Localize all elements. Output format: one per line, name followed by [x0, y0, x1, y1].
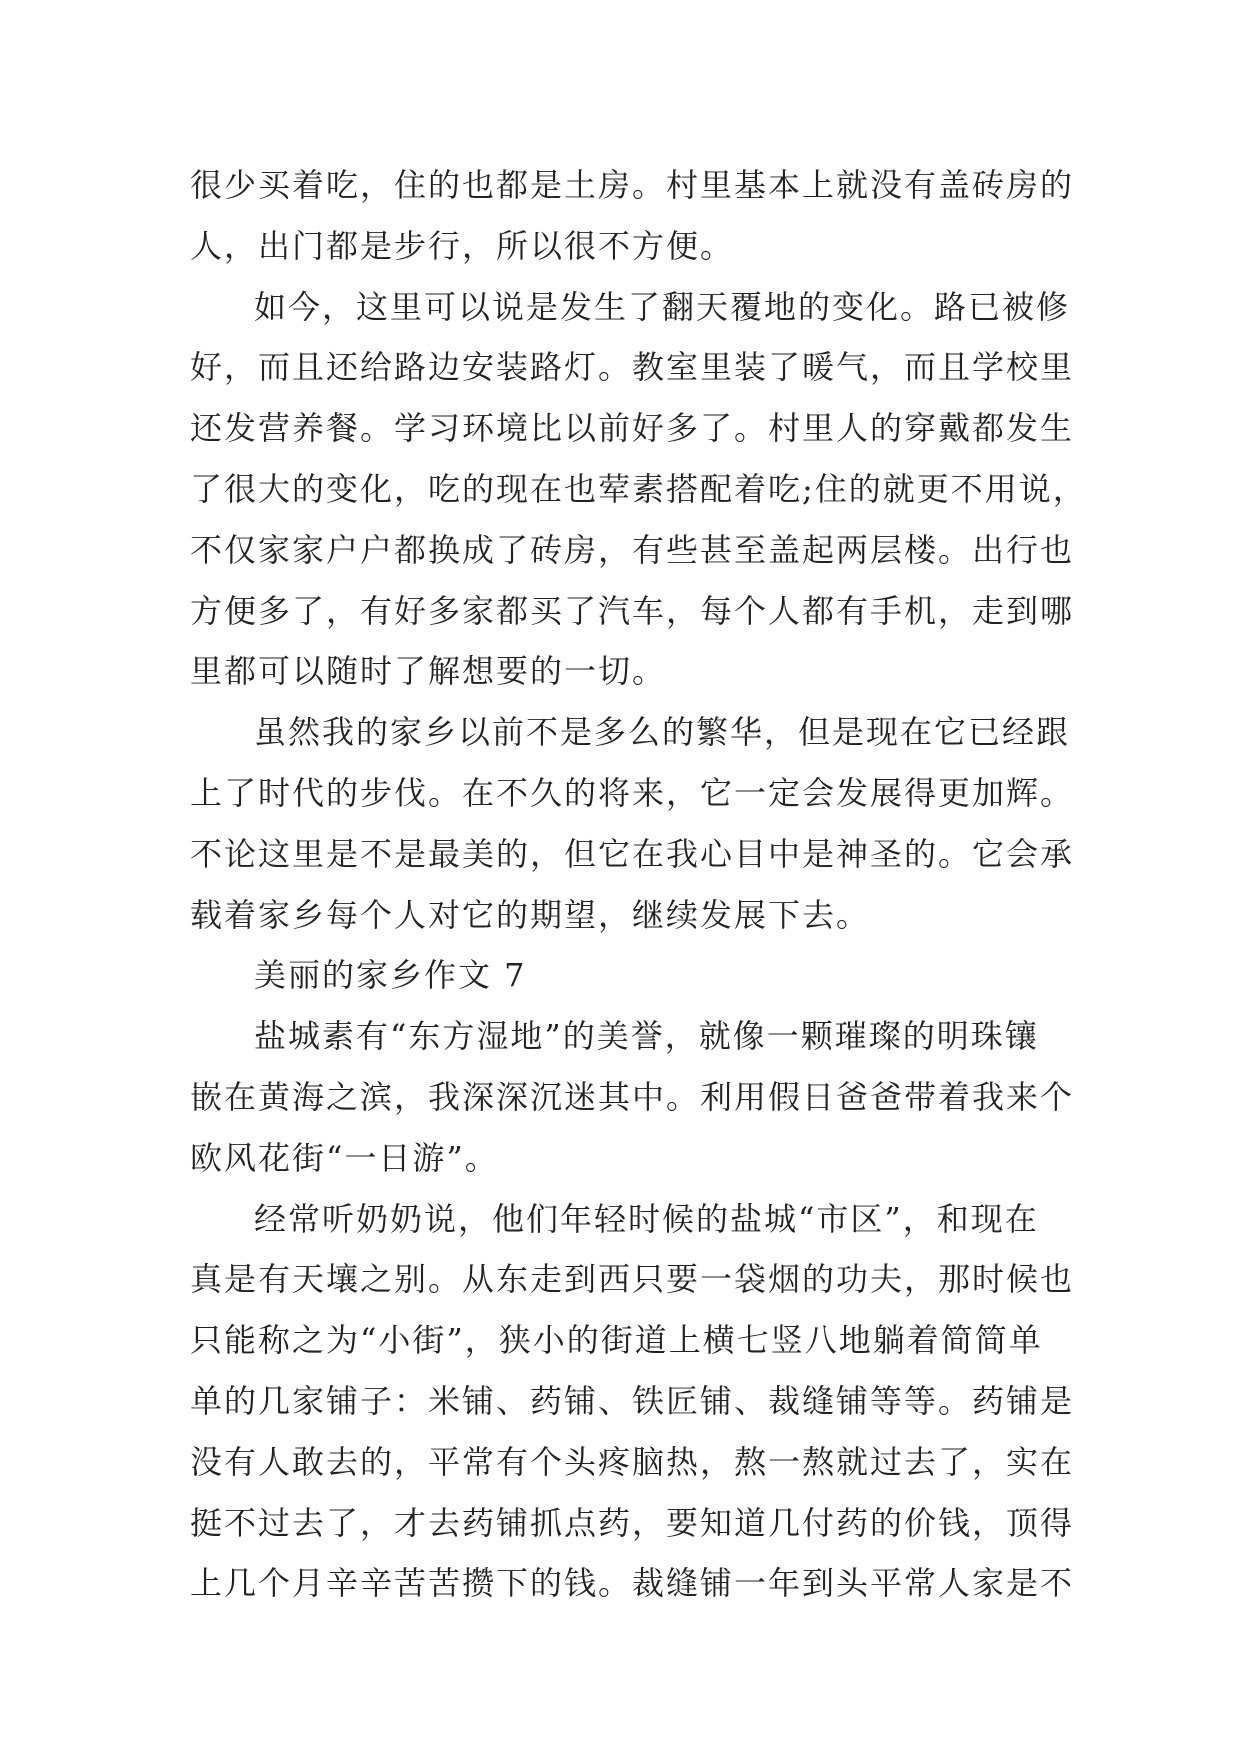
text-line: 没有人敢去的，平常有个头疼脑热，熬一熬就过去了，实在: [190, 1442, 1075, 1481]
text-line: 很少买着吃，住的也都是土房。村里基本上就没有盖砖房的: [190, 166, 1075, 204]
text-line: 了很大的变化，吃的现在也荤素搭配着吃;住的就更不用说，: [190, 469, 1087, 508]
text-line: 只能称之为“小街”，狭小的街道上横七竖八地躺着简简单: [190, 1321, 1043, 1360]
text-line: 方便多了，有好多家都买了汽车，每个人都有手机，走到哪: [190, 591, 1075, 630]
text-line: 好，而且还给路边安装路灯。教室里装了暖气，而且学校里: [190, 348, 1075, 387]
text-line: 嵌在黄海之滨，我深深沉迷其中。利用假日爸爸带着我来个: [190, 1077, 1075, 1116]
text-line: 上几个月辛辛苦苦攒下的钱。裁缝铺一年到头平常人家是不: [190, 1564, 1075, 1603]
text-line: 里都可以随时了解想要的一切。: [190, 652, 667, 691]
text-line: 载着家乡每个人对它的期望，继续发展下去。: [190, 895, 871, 934]
text-line: 真是有天壤之别。从东走到西只要一袋烟的功夫，那时候也: [190, 1260, 1075, 1299]
body-text: [190, 155, 1087, 1614]
paragraph-start-line: 盐城素有“东方湿地”的美誉，就像一颗璀璨的明珠镶: [254, 1017, 1039, 1056]
paragraph-start-line: 如今，这里可以说是发生了翻天覆地的变化。路已被修: [254, 287, 1071, 326]
text-line: 上了时代的步伐。在不久的将来，它一定会发展得更加辉。: [190, 773, 1075, 812]
text-line: 人，出门都是步行，所以很不方便。: [190, 226, 735, 265]
text-line: 挺不过去了，才去药铺抓点药，要知道几付药的价钱，顶得: [190, 1503, 1075, 1542]
text-line: 欧风花街“一日游”。: [190, 1138, 499, 1177]
paragraph-start-line: 虽然我的家乡以前不是多么的繁华，但是现在它已经跟: [254, 713, 1071, 752]
text-line: 不仅家家户户都换成了砖房，有些甚至盖起两层楼。出行也: [190, 530, 1075, 569]
paragraph-start-line: 经常听奶奶说，他们年轻时候的盐城“市区”，和现在: [254, 1199, 1039, 1238]
section-heading: 美丽的家乡作文 7: [254, 956, 527, 995]
text-line: 还发营养餐。学习环境比以前好多了。村里人的穿戴都发生: [190, 409, 1075, 448]
text-line: 不论这里是不是最美的，但它在我心目中是神圣的。它会承: [190, 834, 1075, 873]
text-line: 单的几家铺子：米铺、药铺、铁匠铺、裁缝铺等等。药铺是: [190, 1381, 1075, 1420]
